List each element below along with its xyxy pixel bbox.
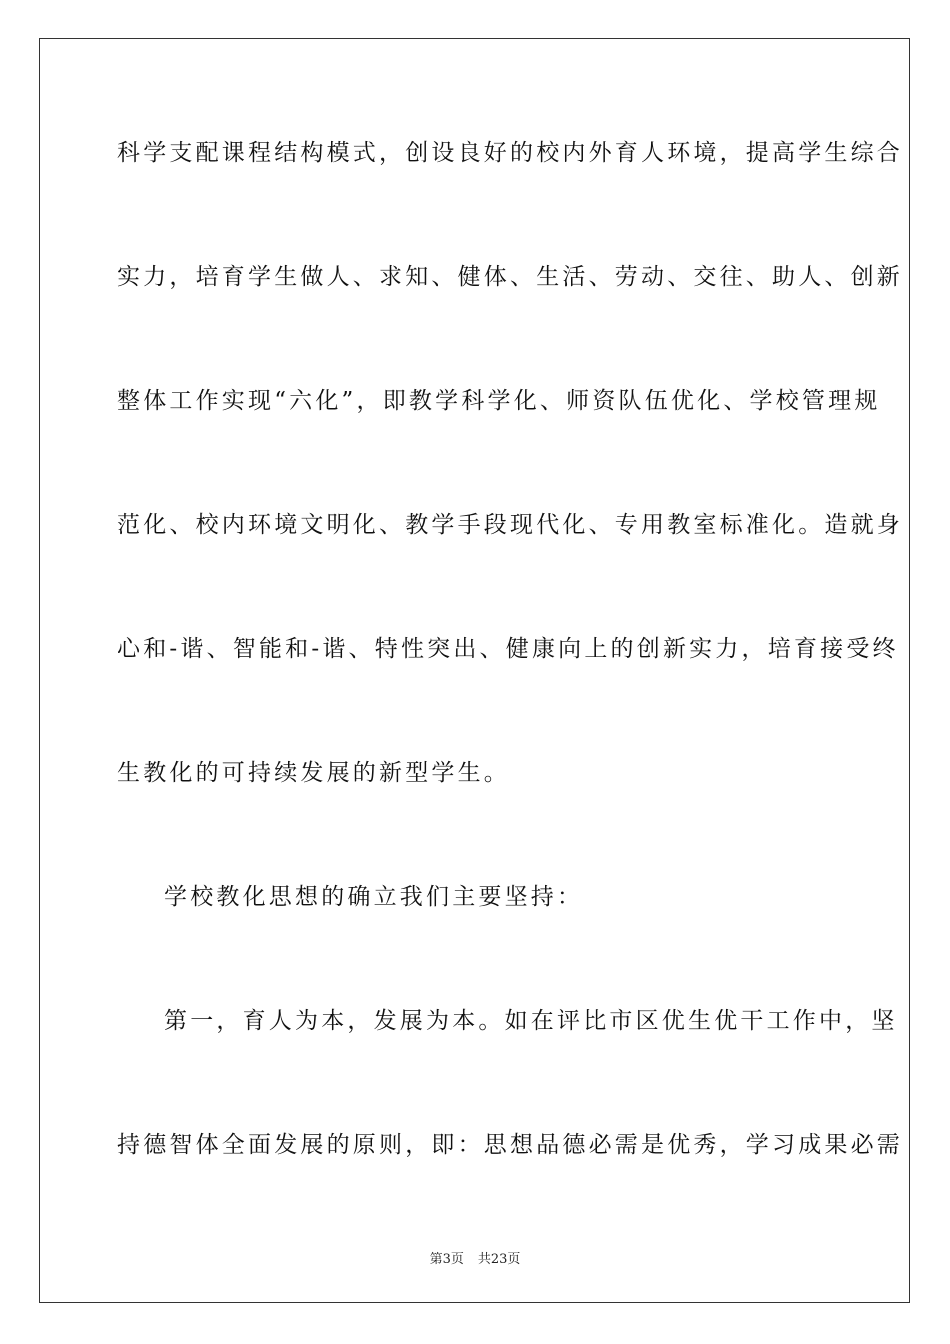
body-line-9: 持德智体全面发展的原则，即：思想品德必需是优秀，学习成果必需 <box>117 1132 903 1158</box>
body-line-4: 范化、校内环境文明化、教学手段现代化、专用教室标准化。造就身 <box>117 512 903 538</box>
body-line-2: 实力，培育学生做人、求知、健体、生活、劳动、交往、助人、创新 <box>117 264 903 290</box>
body-line-1: 科学支配课程结构模式，创设良好的校内外育人环境，提高学生综合 <box>117 140 903 166</box>
body-line-3: 整体工作实现“六化”，即教学科学化、师资队伍优化、学校管理规 <box>117 388 881 414</box>
page-total: 共23页 <box>477 1252 521 1267</box>
paragraph-line-7: 学校教化思想的确立我们主要坚持： <box>164 884 584 910</box>
page-footer <box>0 1248 950 1267</box>
page-number: 第3页 <box>429 1252 464 1267</box>
body-line-5: 心和-谐、智能和-谐、特性突出、健康向上的创新实力，培育接受终 <box>117 636 899 662</box>
paragraph-line-8: 第一，育人为本，发展为本。如在评比市区优生优干工作中，坚 <box>164 1008 898 1034</box>
body-line-6: 生教化的可持续发展的新型学生。 <box>117 760 510 786</box>
page-border <box>39 38 910 1303</box>
